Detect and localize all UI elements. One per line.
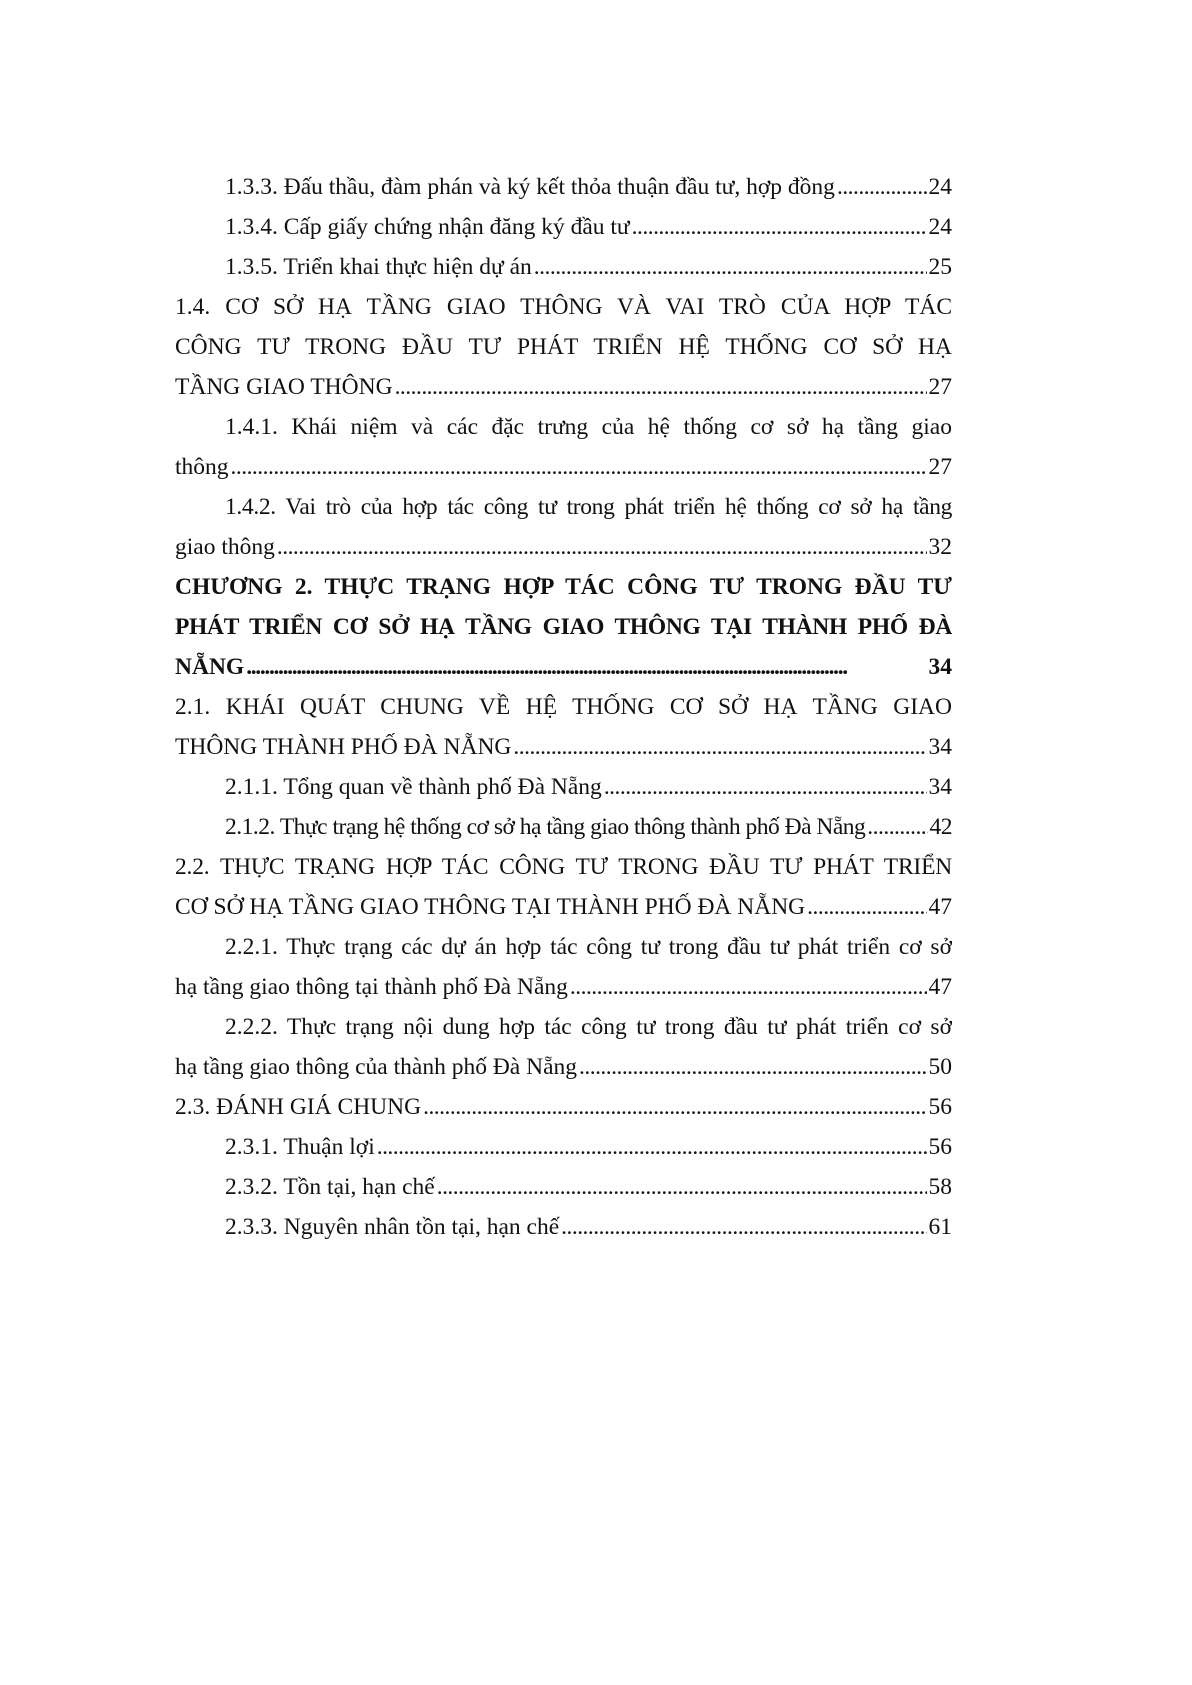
toc-dot-leader: [395, 367, 927, 407]
toc-page-number: 56: [928, 1134, 952, 1160]
toc-page-number: 56: [928, 1094, 952, 1120]
table-of-contents: [175, 167, 952, 1247]
toc-page-number: 47: [928, 974, 952, 1000]
toc-entry-1-3-5[interactable]: [175, 247, 952, 287]
toc-entry-2-2[interactable]: [175, 847, 952, 927]
toc-entry-2-3-2[interactable]: [175, 1167, 952, 1207]
toc-entry-title-line: 1.4.1. Khái niệm và các đặc trưng của hệ thống cơ sở hạ tầng giao: [225, 414, 952, 440]
toc-dot-leader: [604, 767, 927, 807]
toc-dot-leader: [807, 887, 926, 927]
toc-entry-1-3-4[interactable]: [175, 207, 952, 247]
toc-dot-leader: [246, 647, 926, 687]
toc-page-number: 61: [928, 1214, 952, 1240]
toc-entry-2-1[interactable]: [175, 687, 952, 767]
toc-entry-1-4-2[interactable]: [175, 487, 952, 567]
toc-entry-title-line: hạ tầng giao thông tại thành phố Đà Nẵng: [175, 974, 568, 1000]
toc-page-number: 27: [928, 374, 952, 400]
toc-entry-title-line: hạ tầng giao thông của thành phố Đà Nẵng: [175, 1054, 578, 1080]
toc-entry-title-line: CÔNG TƯ TRONG ĐẦU TƯ PHÁT TRIỂN HỆ THỐNG CƠ SỞ HẠ: [175, 334, 952, 360]
toc-page-number: 25: [928, 254, 952, 280]
toc-dot-leader: [534, 247, 927, 287]
toc-page-number: 58: [928, 1174, 952, 1200]
toc-entry-title: 2.1.2. Thực trạng hệ thống cơ sở hạ tầng giao thông thành phố Đà Nẵng: [225, 814, 866, 840]
toc-entry-title-line: 1.4. CƠ SỞ HẠ TẦNG GIAO THÔNG VÀ VAI TRÒ CỦA HỢP TÁC: [175, 294, 952, 320]
toc-entry-title: 1.3.4. Cấp giấy chứng nhận đăng ký đầu tư: [225, 214, 630, 240]
toc-entry-title-line: 1.4.2. Vai trò của hợp tác công tư trong phát triển hệ thống cơ sở hạ tầng: [225, 494, 952, 520]
toc-dot-leader: [561, 1207, 926, 1247]
toc-entry-2-2-1[interactable]: [175, 927, 952, 1007]
toc-entry-1-4[interactable]: [175, 287, 952, 407]
toc-page-number: 34: [928, 734, 952, 760]
toc-page-number: 42: [929, 814, 952, 840]
toc-entry-title-line: NẴNG: [175, 654, 245, 680]
toc-entry-title-line: CHƯƠNG 2. THỰC TRẠNG HỢP TÁC CÔNG TƯ TRONG ĐẦU TƯ: [175, 574, 952, 600]
toc-dot-leader: [570, 967, 927, 1007]
toc-entry-title-line: giao thông: [175, 534, 275, 560]
toc-entry-2-3-1[interactable]: [175, 1127, 952, 1167]
toc-entry-title-line: thông: [175, 454, 229, 480]
toc-entry-title: 2.3.2. Tồn tại, hạn chế: [225, 1174, 435, 1200]
toc-page-number: 24: [928, 174, 952, 200]
toc-page-number: 50: [928, 1054, 952, 1080]
toc-entry-1-4-1[interactable]: [175, 407, 952, 487]
toc-page-number: 47: [928, 894, 952, 920]
toc-entry-title-line: 2.2.1. Thực trạng các dự án hợp tác công tư trong đầu tư phát triển cơ sở: [225, 934, 952, 960]
toc-entry-2-2-2[interactable]: [175, 1007, 952, 1087]
toc-dot-leader: [423, 1087, 926, 1127]
toc-dot-leader: [231, 447, 927, 487]
toc-entry-title-line: TẦNG GIAO THÔNG: [175, 374, 393, 400]
toc-entry-title: 1.3.3. Đấu thầu, đàm phán và ký kết thỏa thuận đầu tư, hợp đồng: [225, 174, 835, 200]
toc-entry-title-line: THÔNG THÀNH PHỐ ĐÀ NẴNG: [175, 734, 512, 760]
toc-entry-title: 2.3. ĐÁNH GIÁ CHUNG: [175, 1094, 422, 1120]
toc-page-number: 27: [928, 454, 952, 480]
toc-entry-2-1-1[interactable]: [175, 767, 952, 807]
toc-dot-leader: [632, 207, 927, 247]
toc-dot-leader: [377, 1127, 927, 1167]
toc-dot-leader: [437, 1167, 927, 1207]
toc-dot-leader: [837, 167, 927, 207]
toc-entry-2-3[interactable]: [175, 1087, 952, 1127]
toc-entry-title-line: PHÁT TRIỂN CƠ SỞ HẠ TẦNG GIAO THÔNG TẠI THÀNH PHỐ ĐÀ: [175, 614, 952, 640]
toc-dot-leader: [579, 1047, 926, 1087]
toc-entry-chapter-2[interactable]: [175, 567, 952, 687]
toc-entry-2-1-2[interactable]: [175, 807, 952, 847]
toc-entry-title: 2.3.1. Thuận lợi: [225, 1134, 375, 1160]
toc-entry-1-3-3[interactable]: [175, 167, 952, 207]
toc-entry-title-line: 2.1. KHÁI QUÁT CHUNG VỀ HỆ THỐNG CƠ SỞ HẠ TẦNG GIAO: [175, 694, 952, 720]
toc-entry-title-line: CƠ SỞ HẠ TẦNG GIAO THÔNG TẠI THÀNH PHỐ ĐÀ NẴNG: [175, 894, 806, 920]
toc-page-number: 34: [928, 654, 952, 680]
toc-entry-title-line: 2.2.2. Thực trạng nội dung hợp tác công tư trong đầu tư phát triển cơ sở: [225, 1014, 952, 1040]
toc-page-number: 34: [928, 774, 952, 800]
toc-page-number: 24: [928, 214, 952, 240]
toc-dot-leader: [513, 727, 926, 767]
toc-entry-2-3-3[interactable]: [175, 1207, 952, 1247]
toc-entry-title: 2.3.3. Nguyên nhân tồn tại, hạn chế: [225, 1214, 560, 1240]
toc-dot-leader: [277, 527, 927, 567]
toc-entry-title-line: 2.2. THỰC TRẠNG HỢP TÁC CÔNG TƯ TRONG ĐẦU TƯ PHÁT TRIỂN: [175, 854, 952, 880]
toc-entry-title: 1.3.5. Triển khai thực hiện dự án: [225, 254, 532, 280]
toc-entry-title: 2.1.1. Tổng quan về thành phố Đà Nẵng: [225, 774, 602, 800]
toc-page-number: 32: [928, 534, 952, 560]
toc-dot-leader: [867, 807, 927, 847]
